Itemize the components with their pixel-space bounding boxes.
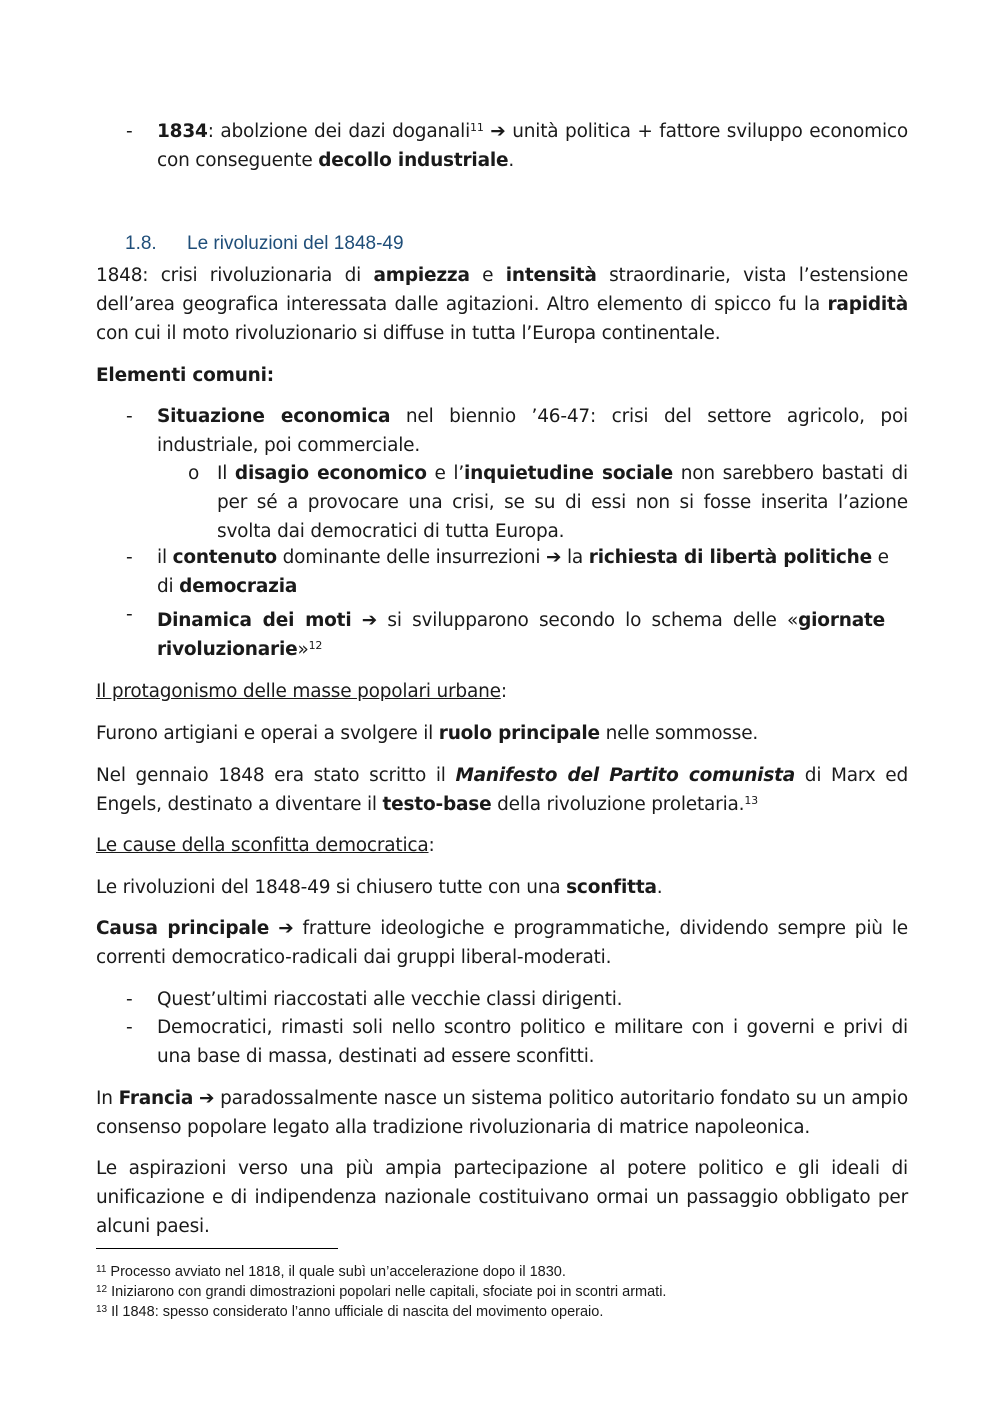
bold-text: testo-base: [382, 794, 492, 815]
text: straordinarie, vista l’estensione dell’area geografica interessata dalle agitazioni. Altro elemento di spicco fu la: [96, 265, 909, 315]
text: Nel gennaio 1848 era stato scritto il: [96, 765, 456, 786]
text: paradossalmente nasce un sistema politico autoritario fondato su un ampio consenso popolare legato alla tradizione rivoluzionaria di matrice napoleonica.: [96, 1088, 908, 1138]
bold-text: democrazia: [179, 576, 298, 597]
bold-text: ampiezza: [373, 265, 470, 286]
section-number: 1.8.: [125, 233, 157, 254]
bold-italic-title: Manifesto del Partito comunista: [455, 765, 796, 786]
bold-text: intensità: [505, 265, 597, 286]
common-elements-heading: [96, 361, 274, 390]
section-title: Le rivoluzioni del 1848-49: [187, 233, 404, 254]
text: Le aspirazioni verso una più ampia partecipazione al potere politico e gli ideali di unificazione e di indipendenza nazionale costituivano ormai un passaggio obbligato per alcuni paesi.: [96, 1158, 908, 1237]
text: Le rivoluzioni del 1848-49 si chiusero tutte con una: [96, 877, 567, 898]
footnote-separator: [96, 1248, 338, 1249]
bold-text: inquietudine sociale: [464, 463, 674, 484]
bold-text: Causa principale: [96, 918, 270, 939]
causes-heading: [96, 831, 435, 860]
text: Furono artigiani e operai a svolgere il: [96, 723, 439, 744]
text: dominante delle insurrezioni: [276, 547, 546, 568]
circle-bullet-icon: o: [188, 463, 200, 484]
list-item-economic: [96, 402, 908, 460]
footnote-number: 11: [96, 1264, 107, 1275]
text: :: [500, 681, 507, 702]
text: si svilupparono secondo lo schema delle «: [377, 610, 799, 631]
bold-text: Dinamica dei moti: [157, 610, 352, 631]
bold-text: decollo industriale: [318, 150, 509, 171]
footnote-ref-12[interactable]: 12: [308, 639, 323, 652]
bold-text: Situazione economica: [157, 406, 391, 427]
text: di Marx ed Engels, destinato a diventare il: [96, 765, 908, 815]
list-item-moderates: [96, 985, 908, 1014]
text: : abolzione dei dazi doganali: [207, 121, 471, 142]
arrow-icon: ➔: [490, 121, 506, 142]
footnote-text: Il 1848: spesso considerato l’anno ufficiale di nascita del movimento operaio.: [107, 1304, 604, 1320]
text: 1848: crisi rivoluzionaria di: [96, 265, 374, 286]
paragraph-role: [96, 719, 758, 748]
arrow-icon: ➔: [546, 547, 562, 568]
paragraph-manifesto: [96, 761, 908, 819]
text: la: [561, 547, 589, 568]
footnote-11: [96, 1262, 908, 1282]
text: Democratici, rimasti soli nello scontro politico e militare con i governi e privi di una base di massa, destinati ad essere sconfitti.: [157, 1017, 908, 1067]
bold-text: giornate rivoluzionarie: [157, 610, 885, 660]
text: con cui il moto rivoluzionario si diffuse in tutta l’Europa continentale.: [96, 323, 721, 344]
text: :: [428, 835, 435, 856]
text: nelle sommosse.: [599, 723, 759, 744]
bullet-dash: -: [126, 989, 133, 1010]
list-item-democrats: [96, 1013, 908, 1071]
list-item-content: [96, 543, 908, 601]
text: Quest’ultimi riaccostati alle vecchie classi dirigenti.: [157, 989, 623, 1010]
text: non sarebbero bastati di per sé a provocare una crisi, se su di essi non si fosse inserita l’azione svolta dai democratici di tutta Europa.: [217, 463, 908, 542]
paragraph-defeat: [96, 873, 662, 902]
protagonism-heading: [96, 677, 507, 706]
footnote-12: [96, 1282, 908, 1302]
footnotes: [96, 1262, 908, 1322]
bold-text: rapidità: [827, 294, 908, 315]
sub-list-item: [96, 459, 908, 546]
bullet-dash: -: [126, 121, 133, 142]
text: il: [157, 547, 173, 568]
bullet-dash: -: [126, 1017, 133, 1038]
text: fratture ideologiche e programmatiche, dividendo sempre più le correnti democratico-radicali dai gruppi liberal-moderati.: [96, 918, 908, 968]
footnote-number: 13: [96, 1304, 108, 1315]
paragraph-aspirations: [96, 1154, 908, 1241]
text: .: [508, 150, 515, 171]
text: e di: [157, 547, 889, 597]
text: e l’: [426, 463, 465, 484]
paragraph-france: [96, 1084, 908, 1142]
bullet-dash: -: [126, 547, 133, 568]
bullet-dash: -: [126, 406, 133, 427]
bold-text: disagio economico: [234, 463, 427, 484]
bold-text: richiesta di libertà politiche: [588, 547, 872, 568]
text: nel biennio ’46-47: crisi del settore agricolo, poi industriale, poi commerciale.: [157, 406, 909, 456]
arrow-icon: ➔: [278, 918, 294, 939]
arrow-icon: ➔: [361, 610, 378, 631]
section-heading: [96, 231, 908, 257]
footnote-ref-13[interactable]: 13: [744, 794, 758, 807]
bold-text: ruolo principale: [438, 723, 600, 744]
bold-text: Francia: [118, 1088, 194, 1109]
text: .: [656, 877, 663, 898]
bold-text: contenuto: [172, 547, 277, 568]
footnote-13: [96, 1302, 908, 1322]
year-1834: 1834: [157, 121, 208, 142]
text: In: [96, 1088, 119, 1109]
footnote-number: 12: [96, 1284, 108, 1295]
bullet-1834: [96, 117, 908, 175]
text: e: [469, 265, 506, 286]
footnote-text: Processo avviato nel 1818, il quale subì un’accelerazione dopo il 1830.: [106, 1264, 566, 1280]
footnote-ref-11[interactable]: 11: [470, 121, 484, 134]
arrow-icon: ➔: [199, 1088, 215, 1109]
underlined-heading: Il protagonismo delle masse popolari urbane: [96, 681, 501, 702]
text: »: [297, 639, 309, 660]
list-item-dynamics: [96, 606, 885, 664]
footnote-text: Iniziarono con grandi dimostrazioni popolari nelle capitali, sfociate poi in scontri armati.: [107, 1284, 667, 1300]
text: Elementi comuni:: [96, 365, 274, 386]
bold-text: sconfitta: [566, 877, 657, 898]
text: della rivoluzione proletaria.: [491, 794, 745, 815]
bullet-dash: -: [126, 604, 133, 625]
underlined-heading: Le cause della sconfitta democratica: [96, 835, 429, 856]
paragraph-main-cause: [96, 914, 908, 972]
paragraph-crisis: [96, 261, 908, 348]
text: unità politica + fattore sviluppo economico con conseguente: [157, 121, 909, 171]
text: Il: [217, 463, 235, 484]
